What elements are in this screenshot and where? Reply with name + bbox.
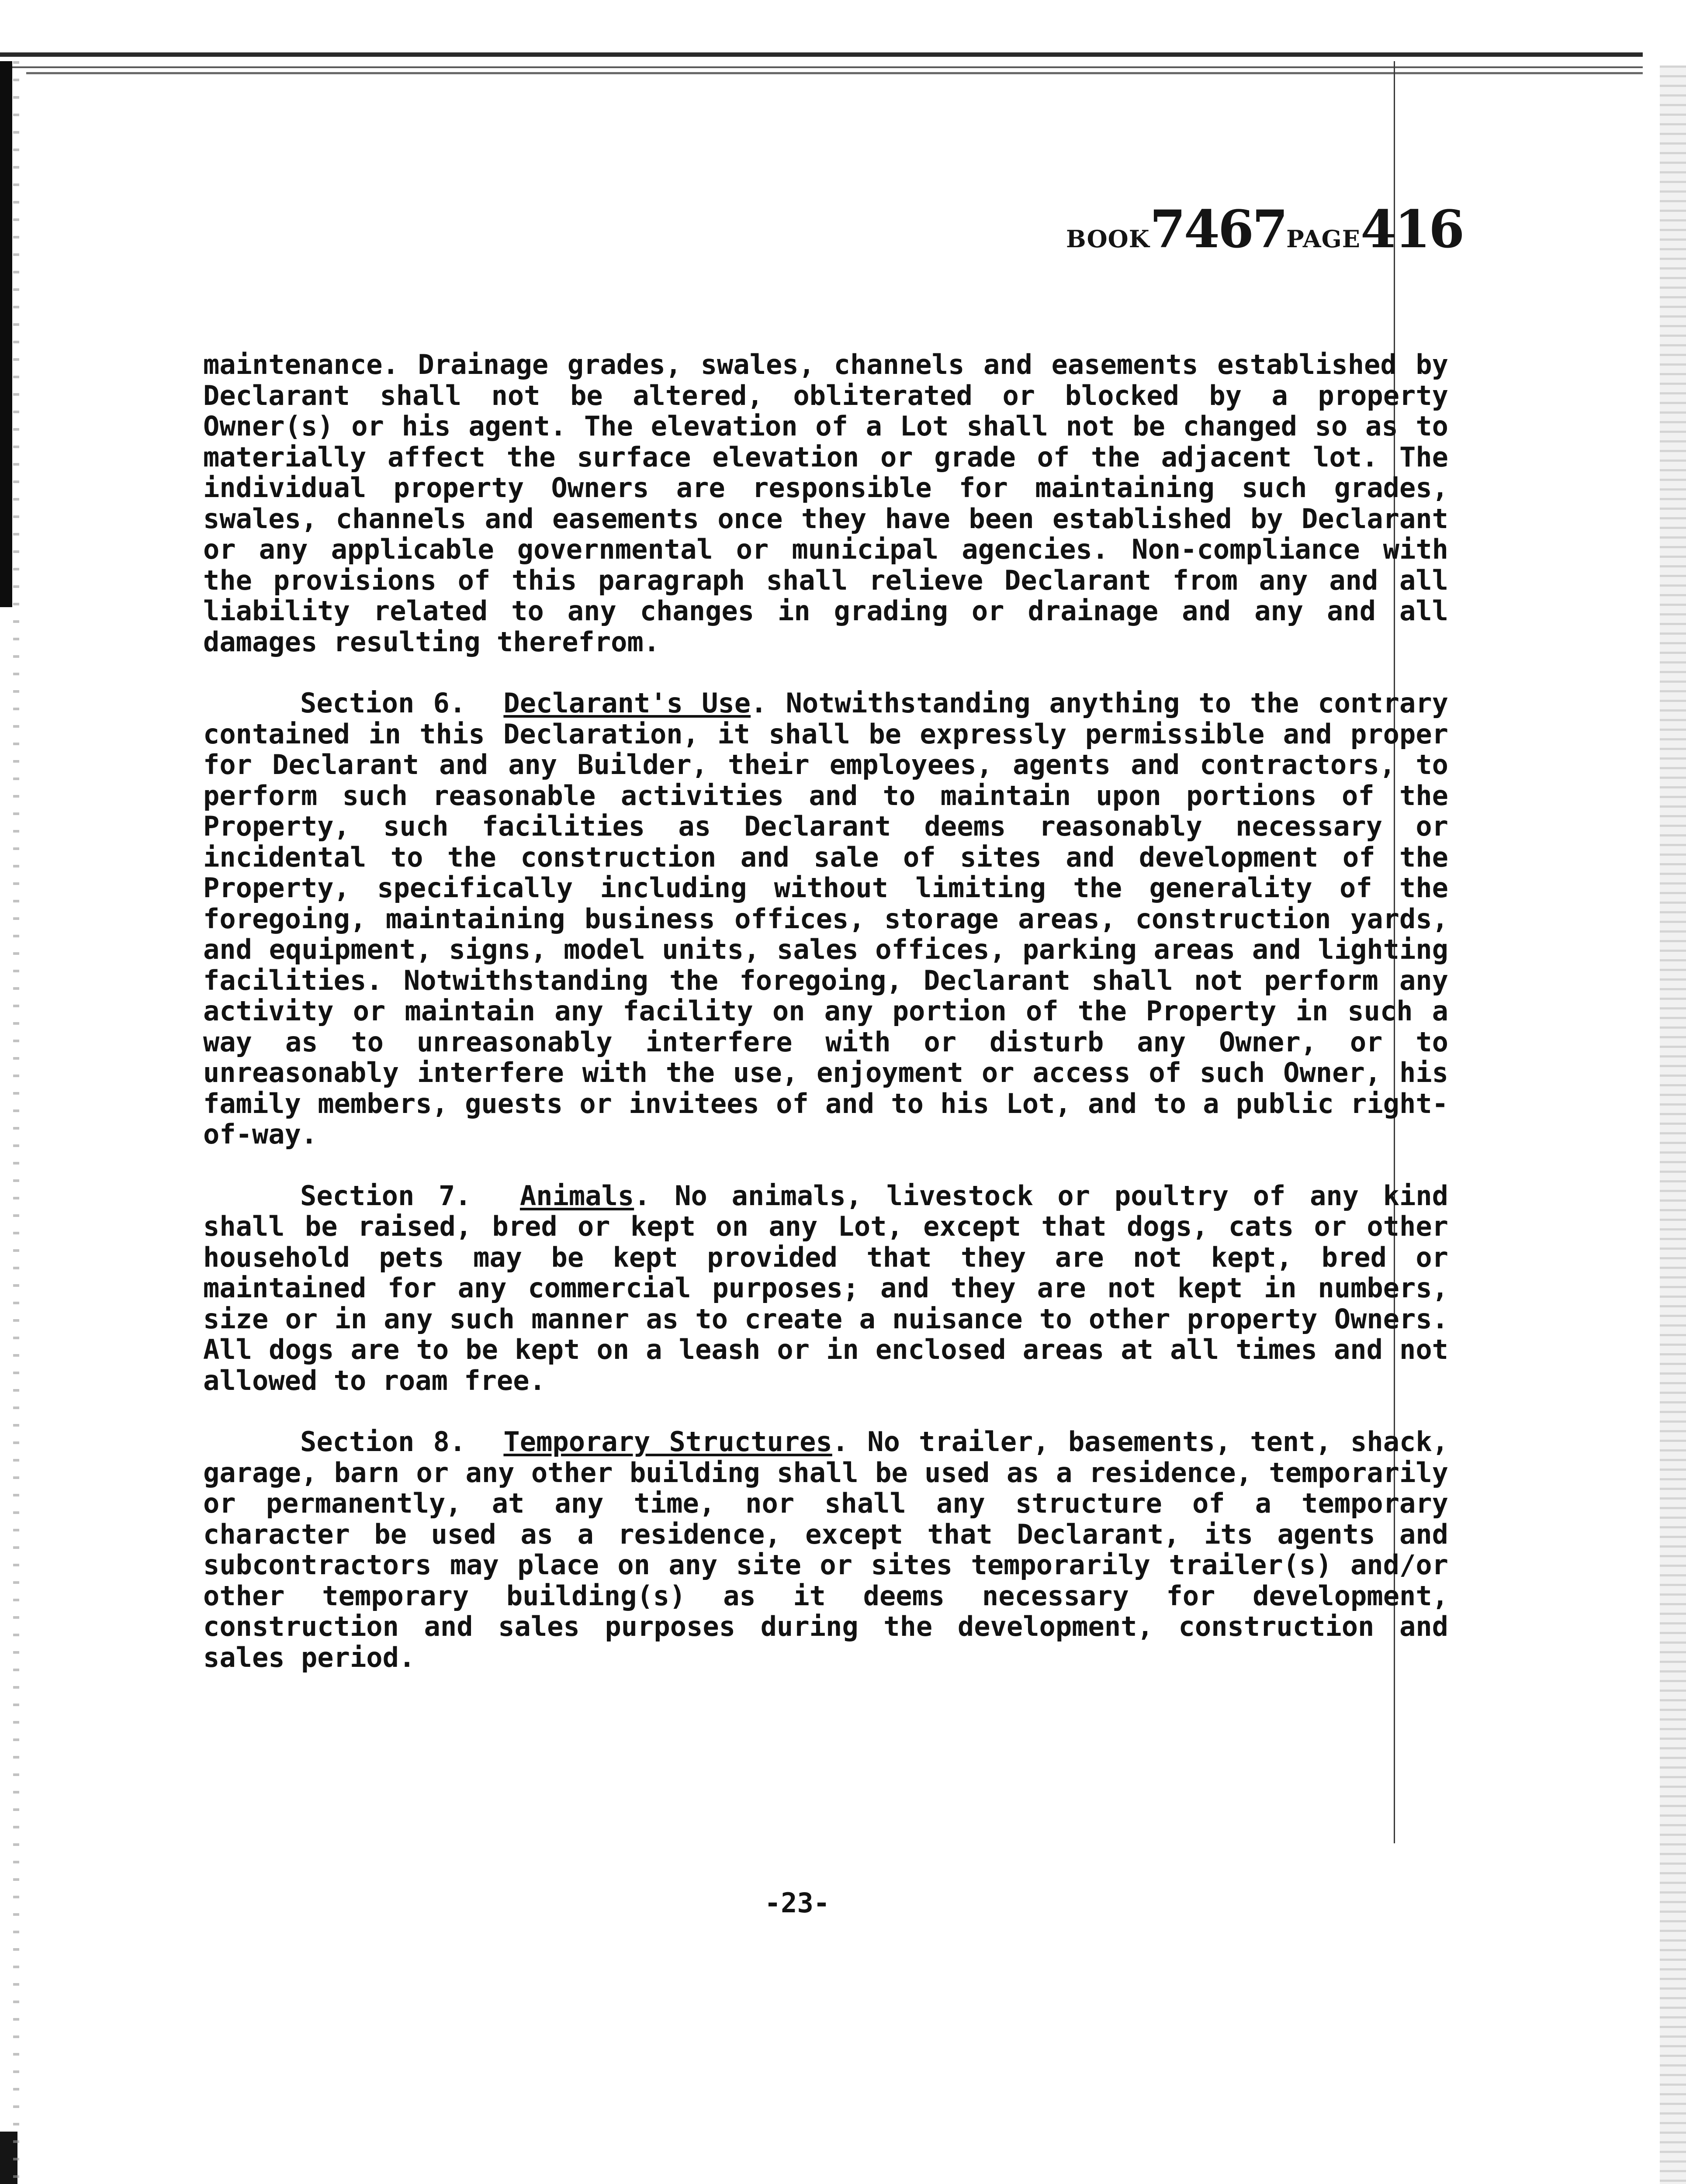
section-6 [203,688,1448,1150]
section-8 [203,1427,1448,1673]
section-text: . Notwithstanding anything to the contrary contained in this Declaration, it shall be expressly permissible and proper for Declarant and any Builder, their employees, agents and contractors, to perform such reasonable activities and to maintain upon portions of the Property, such facilities as Declarant deems reasonably necessary or incidental to the construction and sale of sites and development of the Property, specifically including without limiting the generality of the foregoing, maintaining business offices, storage areas, construction yards, and equipment, signs, model units, sales offices, parking areas and lighting facilities. Notwithstanding the foregoing, Declarant shall not perform any activity or maintain any facility on any portion of the Property in such a way as to unreasonably interfere with or disturb any Owner, or to unreasonably interfere with the use, enjoyment or access of such Owner, his family members, guests or invitees of and to his Lot, and to a public right-of-way. [203,687,1448,1150]
section-title: Animals [519,1179,634,1212]
scan-left-noise [13,61,19,2184]
section-title: Declarant's Use [503,687,751,719]
page-footer-number: -23- [764,1887,830,1919]
book-number: 7467 [1149,199,1287,259]
scan-top-border [0,52,1643,68]
section-label: Section 7. [300,1179,471,1212]
page-label: PAGE [1286,225,1361,253]
section-text: . No trailer, basements, tent, shack, garage, barn or any other building shall be used as a residence, temporarily or permanently, at any time, nor shall any structure of a temporary character be used as a residence, except that Declarant, its agents and subcontractors may place on any site or sites temporarily trailer(s) and/or other temporary building(s) as it deems necessary for development, construction and sales purposes during the development, construction and sales period. [203,1426,1449,1673]
book-label: BOOK [1066,225,1150,253]
paragraph-text: maintenance. Drainage grades, swales, channels and easements established by Declarant shall not be altered, obliterated or blocked by a property Owner(s) or his agent. The elevation of a Lot shall not be changed so as to materially affect the surface elevation or grade of the adjacent lot. The individual property Owners are responsible for maintaining such grades, swales, channels and easements once they have been established by Declarant or any applicable governmental or municipal agencies. Non-compliance with the provisions of this paragraph shall relieve Declarant from any and all liability related to any changes in grading or drainage and any and all damages resulting therefrom. [203,349,1448,658]
book-page-reference [1066,199,1463,259]
page-number: 416 [1360,199,1463,259]
document-body [203,349,1448,1704]
scan-right-edge [1660,66,1686,2184]
section-text: . No animals, livestock or poultry of any kind shall be raised, bred or kept on any Lot, except that dogs, cats or other household pets may be kept provided that they are not kept, bred or maintained for any commercial purposes; and they are not kept in numbers, size or in any such manner as to create a nuisance to other property Owners. All dogs are to be kept on a leash or in enclosed areas at all times and not allowed to roam free. [203,1179,1448,1396]
scan-left-edge-top [0,61,12,607]
section-title: Temporary Structures [503,1426,832,1458]
section-label: Section 6. [300,687,466,719]
paragraph-drainage [203,349,1448,657]
section-label: Section 8. [300,1426,466,1458]
scan-top-line [26,72,1643,74]
section-7 [203,1181,1448,1396]
